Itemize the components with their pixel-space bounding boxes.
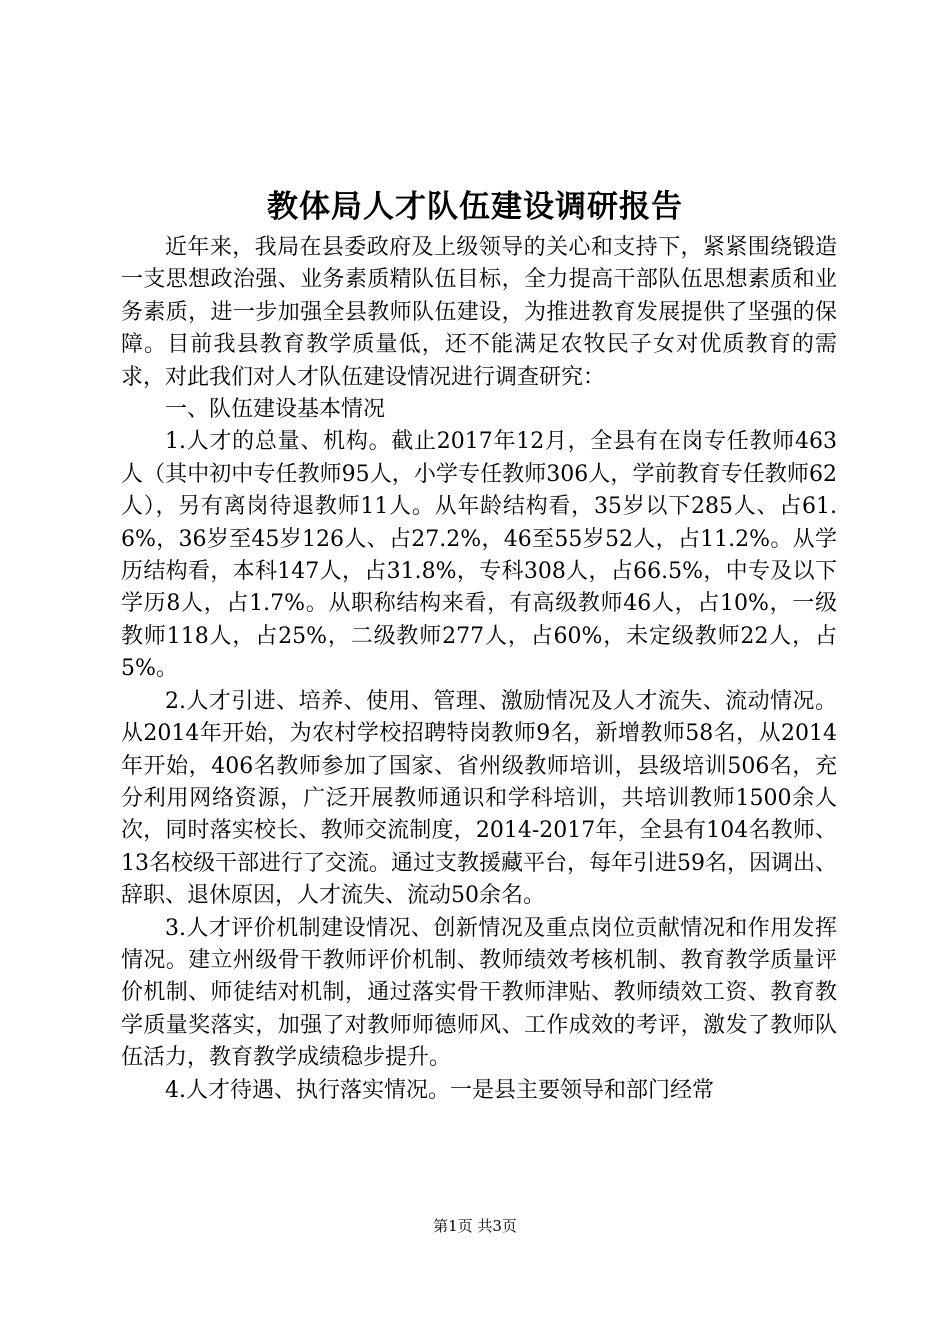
paragraph-evaluation: 3.人才评价机制建设情况、创新情况及重点岗位贡献情况和作用发挥情况。建立州级骨干教师评价机制、教师绩效考核机制、教育教学质量评价机制、师徒结对机制，通过落实骨干教师津贴、教师绩效工资、教育教学质量奖落实，加强了对教师师德师风、工作成效的考评，激发了教师队伍活力，教育教学成绩稳步提升。 — [121, 915, 837, 1071]
paragraph-treatment: 4.人才待遇、执行落实情况。一是县主要领导和部门经常 — [165, 1077, 714, 1103]
paragraph-talent-total: 1.人才的总量、机构。截止2017年12月，全县有在岗专任教师463人（其中初中专任教师95人，小学专任教师306人，学前教育专任教师62人），另有离岗待退教师11人。从年龄结构看，35岁以下285人、占61.6%，36岁至45岁126人、占27.2%，46至55岁52人，占11.2%。从学历结构看，本科147人，占31.8%，专科308人，占66.5%，中专及以下学历8人，占1.7%。从职称结构来看，有高级教师46人，占10%，一级教师118人，占25%，二级教师277人，占60%，未定级教师22人，占5%。 — [121, 429, 837, 682]
paragraph-talent-flow: 2.人才引进、培养、使用、管理、激励情况及人才流失、流动情况。从2014年开始，为农村学校招聘特岗教师9名，新增教师58名，从2014年开始，406名教师参加了国家、省州级教师培训，县级培训506名，充分利用网络资源，广泛开展教师通识和学科培训，共培训教师1500余人次，同时落实校长、教师交流制度，2014-2017年，全县有104名教师、13名校级干部进行了交流。通过支教援藏平台，每年引进59名，因调出、辞职、退休原因，人才流失、流动50余名。 — [121, 688, 837, 909]
section-heading: 一、队伍建设基本情况 — [165, 397, 386, 423]
page-footer: 第1页 共3页 — [433, 1217, 517, 1235]
paragraph-intro: 近年来，我局在县委政府及上级领导的关心和支持下，紧紧围绕锻造一支思想政治强、业务素质精队伍目标，全力提高干部队伍思想素质和业务素质，进一步加强全县教师队伍建设，为推进教育发展提供了坚强的保障。目前我县教育教学质量低，还不能满足农牧民子女对优质教育的需求，对此我们对人才队伍建设情况进行调查研究： — [121, 235, 837, 390]
document-title: 教体局人才队伍建设调研报告 — [267, 189, 683, 225]
document-body — [121, 232, 837, 1107]
